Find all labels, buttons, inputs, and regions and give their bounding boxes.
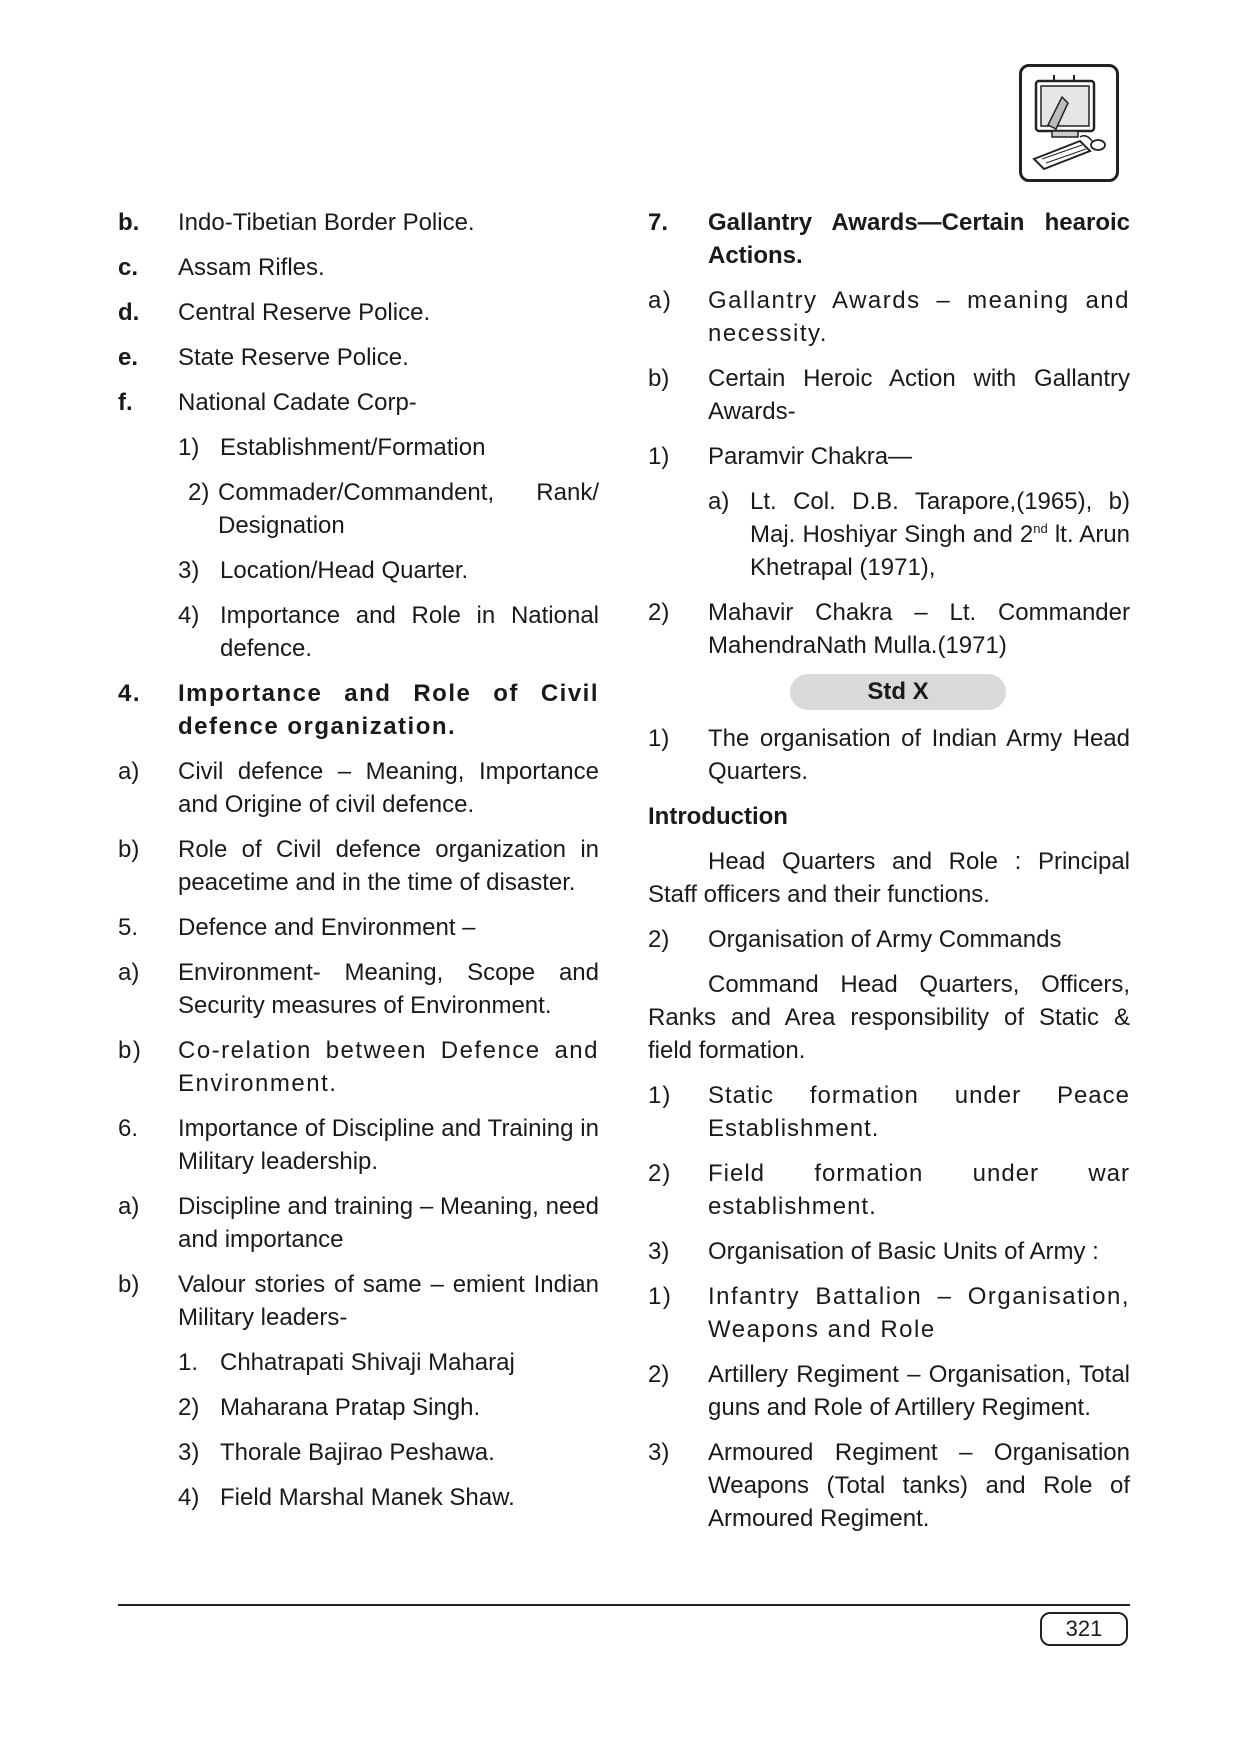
section-heading (648, 206, 1130, 272)
list-item (648, 1157, 1130, 1223)
item-label: c. (118, 254, 139, 281)
item-text: Environment- Meaning, Scope and Security measures of Environment. (178, 959, 599, 1019)
paramvir-text-2: lt. Arun Khetrapal (1971), (750, 521, 1130, 581)
item-label: 1) (648, 1283, 673, 1310)
item-label: 1) (648, 725, 670, 752)
right-column (648, 206, 1130, 1547)
list-item (118, 911, 599, 944)
list-item (118, 956, 599, 1022)
item-text: Commader/Commandent, Rank/ Designation (218, 479, 599, 539)
item-text: Infantry Battalion – Organisation, Weapons and Role (708, 1283, 1130, 1343)
list-item (118, 341, 599, 374)
list-item (178, 431, 599, 464)
item-label: 5. (118, 914, 139, 941)
list-item (178, 599, 599, 665)
item-label: 4) (178, 1484, 200, 1511)
list-item (648, 1436, 1130, 1535)
list-item (118, 386, 599, 419)
item-label: b) (648, 365, 670, 392)
item-label: 2) (648, 926, 670, 953)
item-text: Assam Rifles. (178, 254, 325, 281)
list-item (178, 1436, 599, 1469)
item-text: Field formation under war establishment. (708, 1160, 1130, 1220)
item-text: Artillery Regiment – Organisation, Total guns and Role of Artillery Regiment. (708, 1361, 1130, 1421)
item-label: 1) (178, 434, 200, 461)
item-text: Discipline and training – Meaning, need and importance (178, 1193, 599, 1253)
item-label: 2) (188, 479, 210, 506)
list-item (648, 440, 1130, 473)
list-item (178, 476, 599, 542)
item-label: 3) (648, 1238, 670, 1265)
list-item (178, 554, 599, 587)
list-item (118, 1112, 599, 1178)
list-item (708, 485, 1130, 584)
list-item (118, 251, 599, 284)
item-label: a) (648, 287, 673, 314)
item-text: Maharana Pratap Singh. (220, 1394, 481, 1421)
item-text: Chhatrapati Shivaji Maharaj (220, 1349, 515, 1376)
computer-logo-icon (1019, 64, 1119, 182)
item-text: Civil defence – Meaning, Importance and Origine of civil defence. (178, 758, 599, 818)
list-item (648, 596, 1130, 662)
list-item (178, 1391, 599, 1424)
item-label: 4. (118, 680, 142, 707)
item-label: 7. (648, 209, 669, 236)
std-badge: Std X (790, 674, 1006, 710)
item-label: a) (118, 959, 140, 986)
item-label: b) (118, 1037, 143, 1064)
list-item (648, 923, 1130, 956)
commands-paragraph: Command Head Quarters, Officers, Ranks and Area responsibility of Static & field formation. (648, 971, 1130, 1064)
item-label: 1) (648, 1082, 672, 1109)
item-label: 3) (648, 1439, 670, 1466)
list-item (648, 284, 1130, 350)
list-item (118, 1190, 599, 1256)
item-text: Central Reserve Police. (178, 299, 431, 326)
item-text: State Reserve Police. (178, 344, 409, 371)
list-item (118, 206, 599, 239)
list-item (648, 722, 1130, 788)
item-text: Thorale Bajirao Peshawa. (220, 1439, 495, 1466)
item-text: Certain Heroic Action with Gallantry Awards- (708, 365, 1130, 425)
item-label: b) (118, 836, 140, 863)
list-item (648, 362, 1130, 428)
item-text: Importance and Role in National defence. (220, 602, 599, 662)
item-label: 1) (648, 443, 670, 470)
item-text: Valour stories of same – emient Indian Military leaders- (178, 1271, 599, 1331)
item-label: 3) (178, 557, 200, 584)
item-text: Field Marshal Manek Shaw. (220, 1484, 515, 1511)
paramvir-text-1: Lt. Col. D.B. Tarapore,(1965), b) Maj. Hoshiyar Singh and 2 (750, 488, 1130, 548)
item-label: 1. (178, 1349, 199, 1376)
page-number: 321 (1040, 1612, 1128, 1646)
item-text: Paramvir Chakra— (708, 443, 913, 470)
list-item (118, 1268, 599, 1334)
item-text: Importance and Role of Civil defence organization. (178, 680, 599, 740)
list-item (648, 1358, 1130, 1424)
item-label: 2) (648, 1361, 670, 1388)
item-label: e. (118, 344, 139, 371)
item-text: Gallantry Awards – meaning and necessity. (708, 287, 1130, 347)
item-text: The organisation of Indian Army Head Quarters. (708, 725, 1130, 785)
item-label: d. (118, 299, 140, 326)
item-label: a) (118, 758, 140, 785)
list-item (648, 1280, 1130, 1346)
item-text: Establishment/Formation (220, 434, 486, 461)
item-label: 3) (178, 1439, 200, 1466)
item-label: 6. (118, 1115, 139, 1142)
list-item (178, 1481, 599, 1514)
item-text: Co-relation between Defence and Environment. (178, 1037, 599, 1097)
item-label: b) (118, 1271, 140, 1298)
list-item (118, 1034, 599, 1100)
item-text: Role of Civil defence organization in peacetime and in the time of disaster. (178, 836, 599, 896)
ordinal-suffix: nd (1033, 521, 1048, 536)
item-label: f. (118, 389, 133, 416)
footer-rule (118, 1604, 1130, 1606)
item-text: Indo-Tibetian Border Police. (178, 209, 475, 236)
list-item (118, 833, 599, 899)
list-item (118, 755, 599, 821)
item-text: Static formation under Peace Establishment. (708, 1082, 1130, 1142)
item-text: Importance of Discipline and Training in Military leadership. (178, 1115, 599, 1175)
item-text: Mahavir Chakra – Lt. Commander MahendraNath Mulla.(1971) (708, 599, 1130, 659)
item-text: Defence and Environment – (178, 914, 476, 941)
item-label: b. (118, 209, 140, 236)
list-item (648, 1079, 1130, 1145)
list-item (178, 1346, 599, 1379)
item-label: a) (708, 488, 730, 515)
introduction-heading: Introduction (648, 803, 788, 830)
item-label: 2) (178, 1394, 200, 1421)
item-text: Location/Head Quarter. (220, 557, 469, 584)
item-text: Organisation of Army Commands (708, 926, 1062, 953)
item-label: 2) (648, 1160, 672, 1187)
item-text: Gallantry Awards—Certain hearoic Actions. (708, 209, 1130, 269)
item-label: a) (118, 1193, 140, 1220)
section-heading (118, 677, 599, 743)
item-text: National Cadate Corp- (178, 389, 417, 416)
item-text: Organisation of Basic Units of Army : (708, 1238, 1099, 1265)
item-text: Armoured Regiment – Organisation Weapons (Total tanks) and Role of Armoured Regiment. (708, 1439, 1130, 1532)
list-item (118, 296, 599, 329)
item-label: 4) (178, 602, 200, 629)
left-column (118, 206, 599, 1526)
item-text (750, 485, 1130, 584)
item-label: 2) (648, 599, 670, 626)
list-item (648, 1235, 1130, 1268)
introduction-paragraph: Head Quarters and Role : Principal Staff officers and their functions. (648, 848, 1130, 908)
